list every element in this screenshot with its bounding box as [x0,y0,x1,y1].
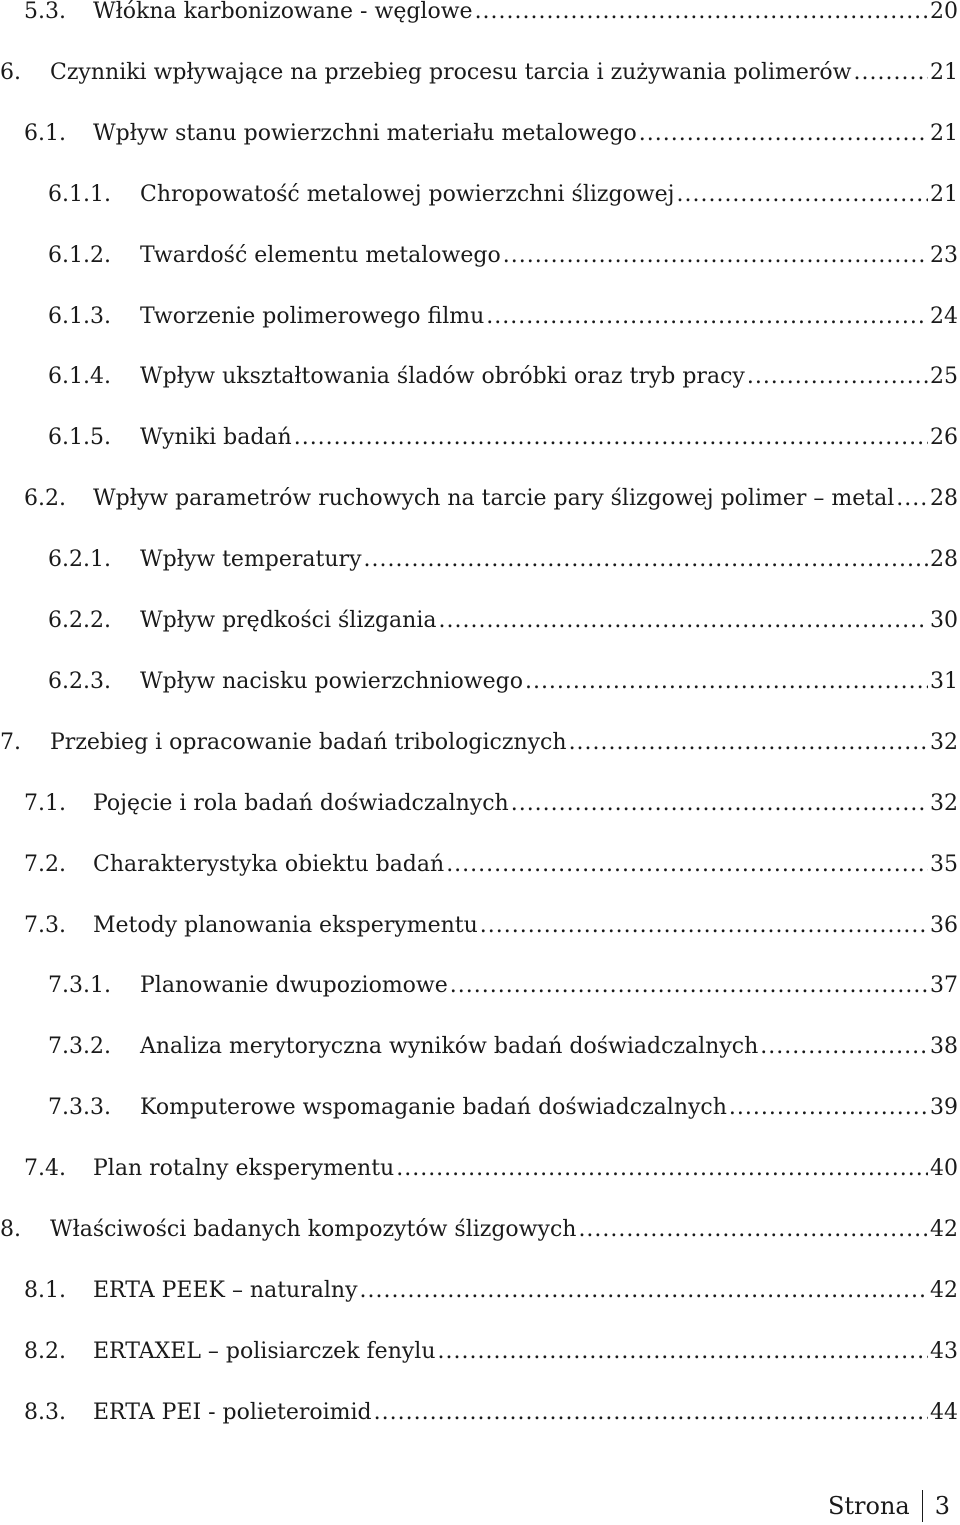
toc-dot-leader [360,1271,929,1311]
toc-entry-page: 26 [930,425,958,451]
toc-entry-page: 21 [930,181,958,207]
toc-entry-number: 7.3.2. [48,1034,111,1060]
toc-dot-leader [486,297,928,337]
toc-entry-page: 37 [930,973,958,999]
toc-dot-leader [374,1393,928,1433]
toc-entry-title: Wpływ parametrów ruchowych na tarcie pary ślizgowej polimer – metal [93,486,895,512]
toc-entry[interactable] [0,175,958,215]
toc-entry-title: Przebieg i opracowanie badań tribologicznych [50,729,567,755]
toc-entry-page: 35 [930,851,958,877]
toc-entry[interactable] [0,1271,958,1311]
toc-entry-number: 7.3. [24,912,66,938]
toc-entry-number: 7. [0,729,21,755]
toc-entry[interactable] [0,1210,958,1250]
toc-dot-leader [364,540,929,580]
toc-entry-number: 7.4. [24,1156,66,1182]
toc-entry[interactable] [0,845,958,885]
toc-dot-leader [438,601,928,641]
toc-entry-page: 23 [930,242,958,268]
toc-entry-page: 42 [930,1217,958,1242]
toc-entry[interactable] [0,1332,958,1372]
toc-dot-leader [639,114,928,154]
toc-entry-page: 21 [930,120,958,146]
toc-entry-title: Wpływ stanu powierzchni materiału metalowego [93,120,637,146]
toc-entry-title: Wpływ ukształtowania śladów obróbki oraz tryb pracy [140,364,745,390]
toc-entry-number: 6.1.1. [48,181,111,207]
toc-entry-number: 7.3.3. [48,1095,111,1121]
toc-entry-page: 42 [930,1277,958,1303]
toc-dot-leader [450,966,928,1006]
toc-entry-page: 38 [930,1034,958,1060]
toc-dot-leader [396,1149,928,1189]
toc-dot-leader [446,845,928,885]
toc-entry-page: 20 [930,0,958,24]
toc-dot-leader [569,723,928,763]
toc-entry[interactable] [0,784,958,824]
toc-entry[interactable] [0,1393,958,1433]
toc-dot-leader [294,418,928,458]
toc-entry-page: 32 [930,729,958,755]
toc-dot-leader [480,906,928,946]
toc-dot-leader [438,1332,929,1372]
toc-dot-leader [854,53,928,93]
toc-entry-number: 6.1.2. [48,242,111,268]
toc-entry-page: 30 [930,608,958,633]
toc-entry-title: Wyniki badań [140,425,292,451]
toc-entry-page: 44 [930,1399,958,1425]
toc-entry-number: 6.1.4. [48,364,111,390]
toc-entry-page: 21 [930,59,958,85]
toc-entry[interactable] [0,297,958,337]
toc-entry-number: 8.1. [24,1277,66,1303]
toc-entry-number: 6.2.2. [48,608,111,633]
toc-entry-title: Komputerowe wspomaganie badań doświadczalnych [140,1095,727,1121]
toc-entry-page: 39 [930,1095,958,1121]
toc-entry-title: Pojęcie i rola badań doświadczalnych [93,790,509,816]
toc-entry[interactable] [0,418,958,458]
toc-dot-leader [729,1088,928,1128]
toc-entry-title: Analiza merytoryczna wyników badań doświadczalnych [140,1034,759,1060]
toc-entry[interactable] [0,966,958,1006]
toc-entry-number: 8. [0,1217,21,1242]
toc-entry-page: 32 [930,790,958,816]
toc-entry-number: 5.3. [24,0,66,24]
toc-entry-number: 7.2. [24,851,66,877]
toc-entry-title: ERTA PEEK – naturalny [93,1277,358,1303]
toc-entry-number: 6.2.3. [48,668,111,694]
toc-entry-number: 8.2. [24,1338,66,1364]
toc-entry-title: Czynniki wpływające na przebieg procesu tarcia i zużywania polimerów [50,59,852,85]
toc-entry-page: 43 [930,1338,958,1364]
toc-entry-title: Wpływ prędkości ślizgania [140,608,437,633]
toc-entry[interactable] [0,723,958,763]
toc-entry-title: Chropowatość metalowej powierzchni ślizgowej [140,181,675,207]
toc-entry[interactable] [0,479,958,519]
toc-entry-number: 6.2.1. [48,547,111,573]
toc-entry[interactable] [0,53,958,93]
toc-entry-page: 28 [930,486,958,512]
toc-entry-number: 6. [0,59,21,85]
footer-divider [922,1490,923,1522]
toc-entry[interactable] [0,1149,958,1189]
toc-entry-number: 6.1.3. [48,303,111,329]
toc-entry-page: 31 [930,668,958,694]
toc-entry-page: 25 [930,364,958,390]
toc-entry[interactable] [0,540,958,580]
toc-entry-page: 28 [930,547,958,573]
toc-entry-number: 6.1.5. [48,425,111,451]
toc-entry-title: Włókna karbonizowane - węglowe [93,0,473,24]
toc-entry[interactable] [0,114,958,154]
toc-entry-number: 8.3. [24,1399,66,1425]
toc-entry-page: 24 [930,303,958,329]
toc-entry[interactable] [0,236,958,276]
toc-dot-leader [760,1027,928,1067]
toc-entry-title: ERTAXEL – polisiarczek fenylu [93,1338,436,1364]
toc-dot-leader [676,175,928,215]
toc-entry-title: Wpływ nacisku powierzchniowego [140,668,523,694]
footer-page-number: 3 [934,1492,950,1520]
toc-dot-leader [747,357,928,397]
toc-entry-number: 7.3.1. [48,973,111,999]
toc-entry[interactable] [0,662,958,702]
toc-entry[interactable] [0,357,958,397]
toc-dot-leader [578,1210,928,1250]
toc-entry[interactable] [0,601,958,641]
toc-entry-title: Plan rotalny eksperymentu [93,1156,395,1182]
toc-entry-number: 7.1. [24,790,66,816]
toc-dot-leader [525,662,928,702]
toc-entry[interactable] [0,906,958,946]
toc-entry-title: ERTA PEI - polieteroimid [93,1399,372,1425]
toc-entry-title: Metody planowania eksperymentu [93,912,478,938]
toc-entry[interactable] [0,1088,958,1128]
toc-entry-title: Twardość elementu metalowego [140,242,501,268]
toc-dot-leader [503,236,928,276]
toc-entry[interactable] [0,0,958,32]
toc-entry[interactable] [0,1027,958,1067]
toc-entry-page: 36 [930,912,958,938]
toc-entry-number: 6.2. [24,486,66,512]
toc-entry-title: Planowanie dwupoziomowe [140,973,448,999]
toc-entry-title: Tworzenie polimerowego filmu [140,303,485,329]
toc-entry-number: 6.1. [24,120,66,146]
toc-dot-leader [896,479,928,519]
toc-entry-page: 40 [930,1156,958,1182]
footer-label: Strona [827,1492,910,1520]
toc-entry-title: Wpływ temperatury [140,547,362,573]
toc-dot-leader [511,784,928,824]
toc-entry-title: Właściwości badanych kompozytów ślizgowych [50,1217,577,1242]
page-footer [828,1488,950,1524]
toc-dot-leader [475,0,928,32]
toc-entry-title: Charakterystyka obiektu badań [93,851,445,877]
